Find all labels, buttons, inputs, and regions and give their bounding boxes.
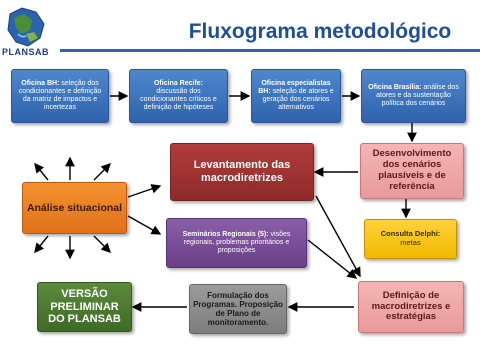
- node-oficina-bh-title: Oficina BH:: [21, 79, 60, 87]
- node-oficina-especialistas-title: Oficina especialistas BH:: [258, 79, 331, 95]
- node-desenvolvimento-text: Desenvolvimento dos cenários plausíveis e de referência: [372, 148, 452, 192]
- node-levantamento-text: Levantamento das macrodiretrizes: [193, 159, 291, 184]
- page-title: Fluxograma metodológico: [188, 20, 452, 43]
- node-oficina-recife-text: discussão dos condicionantes críticos e definição de hipóteses: [140, 87, 217, 112]
- node-delphi-title: Consulta Delphi:: [380, 229, 441, 239]
- node-definicao-text: Definição de macrodiretrizes e estratégias: [371, 289, 451, 323]
- node-oficina-bh: [11, 69, 109, 123]
- node-seminarios-title: Seminários Regionais (5):: [182, 230, 269, 238]
- node-oficina-brasilia-title: Oficina Brasília:: [368, 83, 422, 91]
- node-desenvolvimento: [360, 143, 464, 199]
- node-oficina-especialistas: [251, 69, 341, 123]
- node-seminarios-text: visões regionais, problemas prioritários e proposições: [183, 230, 291, 255]
- node-levantamento: [170, 143, 314, 201]
- node-oficina-bh-text: seleção dos condicionantes e definição da matriz de impactos e incertezas: [18, 79, 102, 112]
- node-oficina-recife: [129, 69, 228, 123]
- arrow-analise-downleft: [35, 236, 48, 252]
- node-formulacao-text: Formulação dos Programas. Proposição de Plano de monitoramento.: [193, 290, 283, 328]
- arrow-analise-downright: [94, 236, 110, 252]
- node-oficina-especialistas-text: seleção de atores e geração dos cenários alternativos: [262, 87, 334, 112]
- arrow-analise-levantamento: [128, 186, 160, 197]
- node-analise-text: Análise situacional: [26, 201, 123, 214]
- node-versao-text: VERSÃO PRELIMINAR DO PLANSAB: [48, 288, 121, 326]
- arrow-analise-upleft: [35, 164, 48, 180]
- node-oficina-brasilia-text: análise dos atores e da sustentação política dos cenários: [376, 83, 459, 108]
- arrow-seminarios-definicao: [308, 240, 356, 278]
- node-delphi-text: metas: [400, 238, 421, 247]
- arrow-analise-seminarios: [128, 216, 160, 234]
- node-seminarios: [166, 218, 307, 268]
- node-oficina-recife-title: Oficina Recife:: [153, 79, 203, 87]
- node-definicao: [358, 281, 464, 333]
- node-versao-preliminar: [37, 282, 132, 332]
- node-oficina-brasilia: [361, 69, 466, 123]
- logo-label: PLANSAB: [2, 47, 50, 57]
- node-formulacao: [189, 284, 287, 334]
- node-delphi: [364, 219, 457, 259]
- node-analise-situacional: [22, 182, 127, 234]
- arrow-analise-upright: [94, 164, 110, 180]
